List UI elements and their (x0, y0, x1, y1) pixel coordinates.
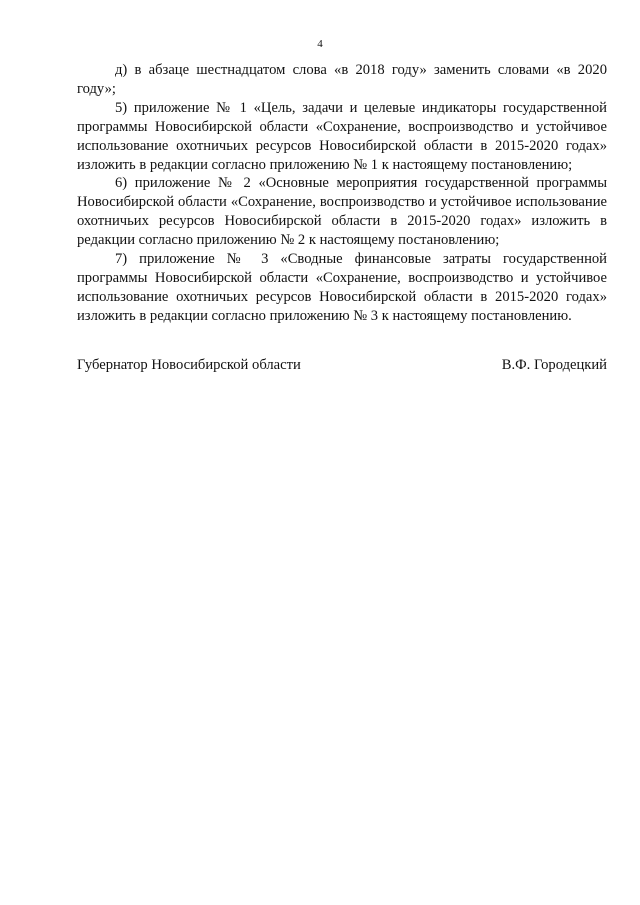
paragraph-7: 7) приложение № 3 «Сводные финансовые затраты государственной программы Новосибирской области «Сохранение, воспроизводство и устойчивое использование охотничьих ресурсов Новосибирской области в 2015-2020 годах» изложить в редакции согласно приложению № 3 к настоящему постановлению. (77, 251, 607, 324)
signatory-name: В.Ф. Городецкий (501, 357, 607, 373)
paragraph-6: 6) приложение № 2 «Основные мероприятия государственной программы Новосибирской области «Сохранение, воспроизводство и устойчивое использование охотничьих ресурсов Новосибирской области в 2015-2020 годах» изложить в редакции согласно приложению № 2 к настоящему постановлению; (77, 175, 607, 249)
signature-block (77, 356, 607, 374)
document-body (77, 61, 607, 326)
paragraph-5: 5) приложение № 1 «Цель, задачи и целевые индикаторы государственной программы Новосибирской области «Сохранение, воспроизводство и устойчивое использование охотничьих ресурсов Новосибирской области в 2015-2020 годах» изложить в редакции согласно приложению № 1 к настоящему постановлению; (77, 99, 607, 173)
page-number: 4 (317, 38, 323, 50)
signatory-position: Губернатор Новосибирской области (77, 357, 301, 373)
paragraph-d: д) в абзаце шестнадцатом слова «в 2018 году» заменить словами «в 2020 году»; (77, 62, 607, 97)
